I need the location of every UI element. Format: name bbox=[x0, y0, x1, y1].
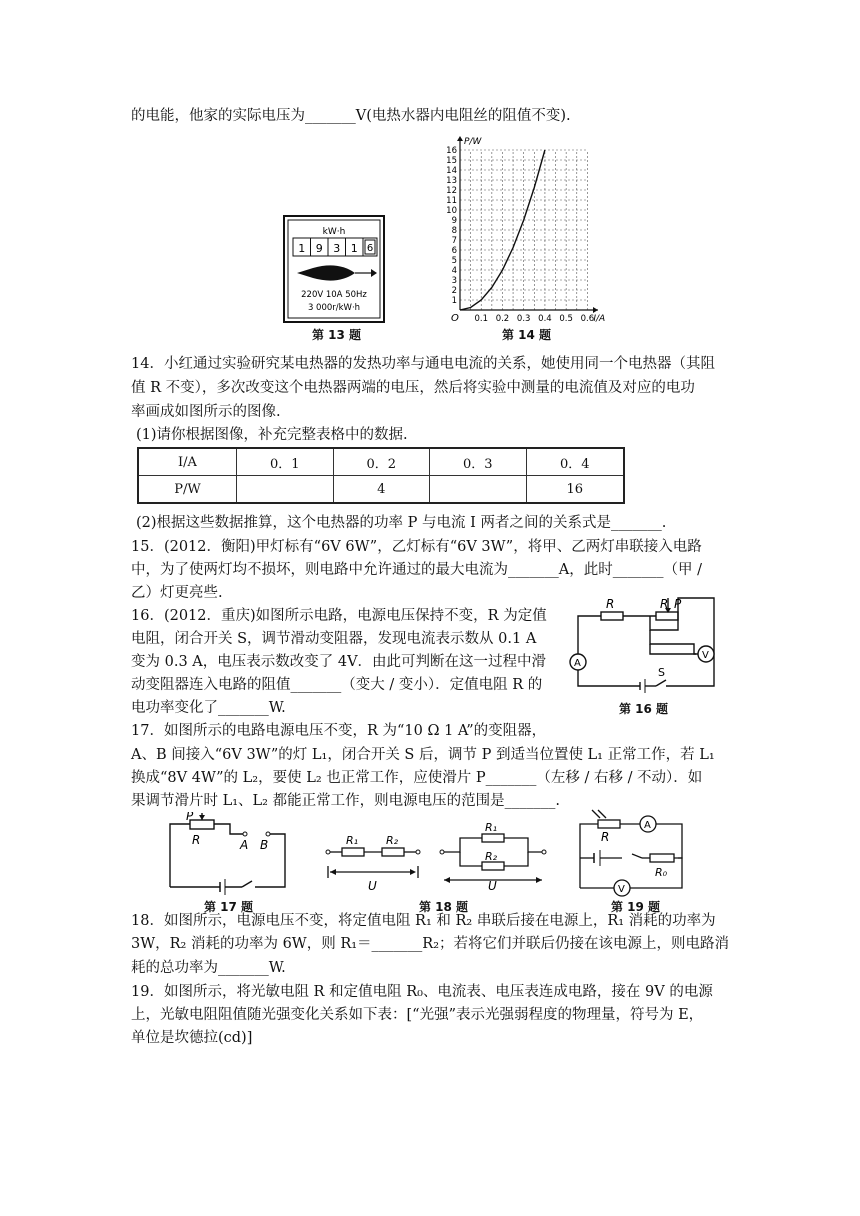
label-p: P bbox=[674, 597, 682, 611]
label-r1: R₁ bbox=[485, 821, 498, 834]
question-14: 14．小红通过实验研究某电热器的发热功率与通电电流的关系，她使用同一个电热器（其阻 bbox=[131, 356, 715, 372]
table-cell: I/A bbox=[138, 448, 237, 476]
meter-unit: kW·h bbox=[322, 227, 346, 237]
x-tick-label: 0.4 bbox=[538, 314, 552, 324]
table-cell: 16 bbox=[526, 476, 624, 504]
caption-18: 第 18 题 bbox=[419, 900, 469, 914]
text-line: 的电能，他家的实际电压为_______V(电热水器内电阻丝的阻值不变). bbox=[131, 108, 571, 124]
circuit-16 bbox=[566, 594, 720, 694]
y-tick-label: 6 bbox=[451, 246, 457, 256]
question-17: A、B 间接入“6V 3W”的灯 L₁，闭合开关 S 后，调节 P 到适当位置使 L₁ 正常工作，若 L₁ bbox=[131, 747, 715, 763]
meter-last-digit: 6 bbox=[366, 243, 374, 254]
question-18: 3W，R₂ 消耗的功率为 6W，则 R₁＝_______R₂；若将它们并联后仍接在该电源上，则电路消 bbox=[131, 936, 730, 952]
circuit-18 bbox=[322, 820, 572, 896]
label-r: R bbox=[606, 597, 615, 611]
label-r2: R₂ bbox=[485, 850, 498, 863]
y-tick-label: 16 bbox=[446, 146, 457, 156]
question-18: 耗的总功率为_______W. bbox=[131, 960, 286, 976]
question-19: 19．如图所示，将光敏电阻 R 和定值电阻 R₀、电流表、电压表连成电路，接在 9V 的电源 bbox=[131, 984, 713, 1000]
question-16: 变为 0.3 A，电压表示数改变了 4V．由此可判断在这一过程中滑 bbox=[131, 654, 547, 670]
meter-figure bbox=[283, 215, 385, 323]
label-b: B bbox=[260, 838, 269, 852]
x-axis-label: I/A bbox=[593, 314, 606, 324]
label-r: R bbox=[660, 597, 669, 611]
y-tick-label: 15 bbox=[446, 156, 457, 166]
question-18: 18．如图所示，电源电压不变，将定值电阻 R₁ 和 R₂ 串联后接在电源上，R₁ 消耗的功率为 bbox=[131, 913, 716, 929]
circuit-17 bbox=[160, 812, 300, 902]
x-tick-label: 0.2 bbox=[495, 314, 510, 324]
question-14-part1: (1)请你根据图像，补充完整表格中的数据. bbox=[136, 427, 408, 443]
label-u: U bbox=[368, 879, 377, 893]
x-tick-label: 0.5 bbox=[559, 314, 573, 324]
y-tick-label: 10 bbox=[446, 206, 457, 216]
meter-digit: 3 bbox=[333, 242, 341, 255]
table-cell: 0．3 bbox=[430, 448, 527, 476]
question-14: 率画成如图所示的图像. bbox=[131, 404, 281, 420]
caption-13: 第 13 题 bbox=[312, 328, 362, 342]
y-tick-label: 4 bbox=[451, 266, 457, 276]
ammeter-label: A bbox=[644, 820, 651, 831]
question-19: 上，光敏电阻阻值随光强变化关系如下表：[“光强”表示光强弱程度的物理量，符号为 E， bbox=[131, 1007, 704, 1023]
question-15: 15．(2012．衡阳)甲灯标有“6V 6W”，乙灯标有“6V 3W”，将甲、乙两灯串联接入电路 bbox=[131, 539, 702, 555]
origin-label: O bbox=[451, 313, 459, 324]
y-tick-label: 1 bbox=[451, 296, 457, 306]
label-p: P bbox=[186, 812, 194, 823]
y-tick-label: 9 bbox=[451, 216, 457, 226]
meter-spec: 220V 10A 50Hz bbox=[301, 290, 367, 300]
question-17: 17．如图所示的电路电源电压不变，R 为“10 Ω 1 A”的变阻器， bbox=[131, 723, 547, 739]
label-u: U bbox=[488, 879, 497, 893]
question-16: 电阻，闭合开关 S，调节滑动变阻器，发现电流表示数从 0.1 A bbox=[131, 631, 537, 647]
question-17: 果调节滑片时 L₁、L₂ 都能正常工作，则电源电压的范围是_______. bbox=[131, 793, 560, 809]
question-15: 乙）灯更亮些. bbox=[131, 585, 223, 601]
table-cell: 4 bbox=[333, 476, 430, 504]
table-cell: 0．4 bbox=[526, 448, 624, 476]
question-15: 中，为了使两灯均不损坏，则电路中允许通过的最大电流为_______A，此时_______（甲 / bbox=[131, 562, 702, 578]
label-s: S bbox=[658, 666, 665, 679]
y-tick-label: 8 bbox=[451, 226, 457, 236]
y-tick-label: 7 bbox=[451, 236, 457, 246]
data-table bbox=[137, 447, 625, 504]
y-tick-label: 2 bbox=[451, 286, 457, 296]
caption-14: 第 14 题 bbox=[502, 328, 552, 342]
table-cell bbox=[237, 476, 334, 504]
y-tick-label: 11 bbox=[446, 196, 457, 206]
question-19: 单位是坎德拉(cd)] bbox=[131, 1030, 253, 1046]
circuit-19 bbox=[570, 808, 690, 900]
y-tick-label: 5 bbox=[451, 256, 457, 266]
caption-16: 第 16 题 bbox=[619, 702, 669, 716]
label-a: A bbox=[240, 838, 249, 852]
table-row bbox=[138, 476, 624, 504]
y-tick-label: 13 bbox=[446, 176, 457, 186]
meter-spec: 3 000r/kW·h bbox=[307, 303, 361, 313]
y-tick-label: 12 bbox=[446, 186, 457, 196]
x-tick-label: 0.6 bbox=[580, 314, 595, 324]
question-16: 16．(2012．重庆)如图所示电路，电源电压保持不变，R 为定值 bbox=[131, 608, 547, 624]
meter-digit: 1 bbox=[298, 242, 306, 255]
label-r0: R₀ bbox=[655, 866, 668, 879]
question-16: 动变阻器连入电路的阻值_______（变大 / 变小）．定值电阻 R 的 bbox=[131, 677, 543, 693]
power-current-chart bbox=[440, 132, 620, 328]
table-cell: 0．2 bbox=[333, 448, 430, 476]
question-16: 电功率变化了_______W. bbox=[131, 700, 286, 716]
label-r: R bbox=[601, 830, 610, 844]
caption-17: 第 17 题 bbox=[204, 900, 254, 914]
table-cell bbox=[430, 476, 527, 504]
x-axis-arrow-icon bbox=[593, 307, 598, 313]
ammeter-label: A bbox=[574, 658, 581, 669]
x-tick-label: 0.1 bbox=[474, 314, 488, 324]
voltmeter-label: V bbox=[702, 650, 709, 661]
voltmeter-label: V bbox=[618, 884, 625, 895]
label-r: R bbox=[192, 833, 201, 847]
y-axis-label: P/W bbox=[464, 137, 482, 147]
meter-digit: 9 bbox=[315, 242, 323, 255]
y-axis-arrow-icon bbox=[457, 136, 463, 141]
label-r1: R₁ bbox=[346, 834, 359, 847]
caption-19: 第 19 题 bbox=[611, 900, 661, 914]
y-tick-label: 14 bbox=[446, 166, 457, 176]
question-14-part2: (2)根据这些数据推算，这个电热器的功率 P 与电流 I 两者之间的关系式是_______. bbox=[136, 515, 667, 531]
table-cell: P/W bbox=[138, 476, 237, 504]
question-17: 换成“8V 4W”的 L₂，要使 L₂ 也正常工作，应使滑片 P_______（左移 / 右移 / 不动）．如 bbox=[131, 770, 703, 786]
question-14: 值 R 不变），多次改变这个电热器两端的电压，然后将实验中测量的电流值及对应的电功 bbox=[131, 380, 695, 396]
table-row bbox=[138, 448, 624, 476]
table-cell: 0．1 bbox=[237, 448, 334, 476]
y-tick-label: 3 bbox=[451, 276, 457, 286]
label-r2: R₂ bbox=[386, 834, 399, 847]
meter-digit: 1 bbox=[350, 242, 358, 255]
x-tick-label: 0.3 bbox=[516, 314, 531, 324]
